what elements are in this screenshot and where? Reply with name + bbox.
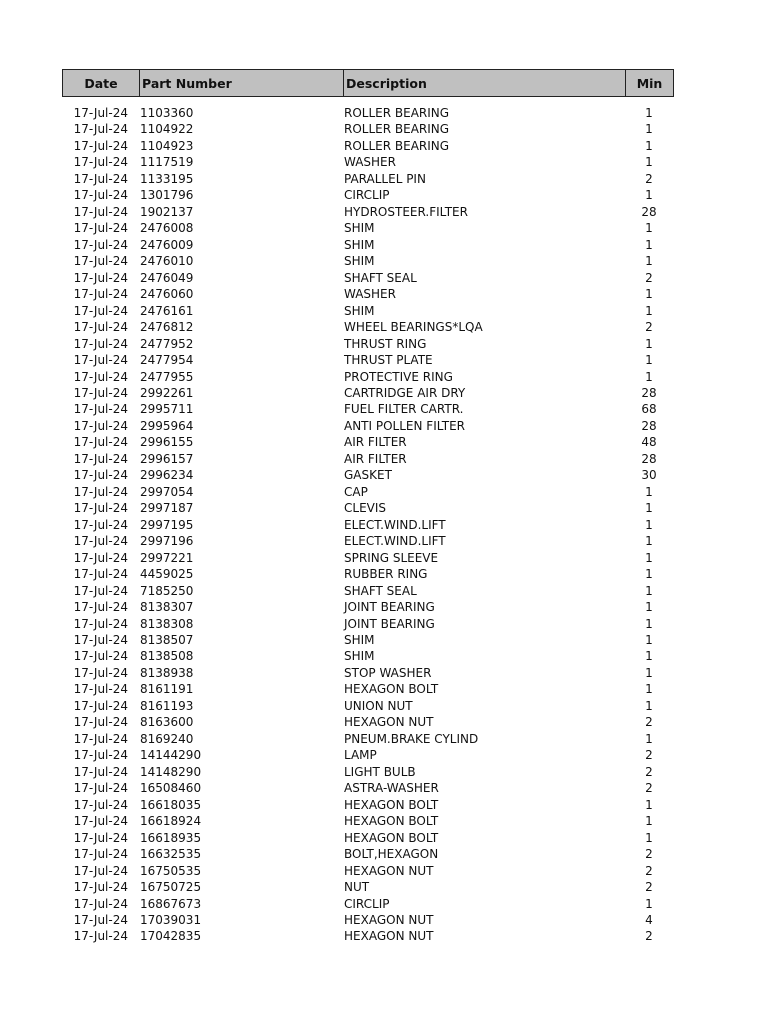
cell-date: 17-Jul-24 xyxy=(73,863,128,878)
cell-min: 1 xyxy=(645,221,653,236)
cell-description: GASKET xyxy=(344,468,392,483)
cell-part-number: 8138508 xyxy=(140,649,194,664)
cell-date: 17-Jul-24 xyxy=(73,781,128,796)
cell-min: 2 xyxy=(645,748,653,763)
cell-date: 17-Jul-24 xyxy=(73,583,128,598)
cell-date: 17-Jul-24 xyxy=(73,484,128,499)
table-row xyxy=(62,632,674,648)
cell-date: 17-Jul-24 xyxy=(73,204,128,219)
cell-min: 1 xyxy=(645,896,653,911)
cell-part-number: 2477954 xyxy=(140,353,194,368)
cell-description: ROLLER BEARING xyxy=(344,106,450,120)
cell-part-number: 2476010 xyxy=(140,254,194,269)
cell-date: 17-Jul-24 xyxy=(73,748,128,763)
cell-date: 17-Jul-24 xyxy=(73,402,128,417)
table-row xyxy=(62,731,674,747)
cell-part-number: 8138507 xyxy=(140,633,194,647)
cell-date: 17-Jul-24 xyxy=(73,665,128,680)
cell-date: 17-Jul-24 xyxy=(73,534,128,549)
cell-min: 1 xyxy=(645,188,653,203)
cell-date: 17-Jul-24 xyxy=(73,600,128,615)
cell-date: 17-Jul-24 xyxy=(73,353,128,368)
cell-description: AIR FILTER xyxy=(344,435,407,450)
cell-min: 1 xyxy=(645,698,653,713)
cell-date: 17-Jul-24 xyxy=(73,303,128,318)
cell-date: 17-Jul-24 xyxy=(73,254,128,269)
table-body xyxy=(62,105,674,945)
cell-min: 1 xyxy=(645,682,653,697)
cell-date: 17-Jul-24 xyxy=(73,171,128,186)
cell-min: 28 xyxy=(641,418,657,433)
cell-part-number: 1301796 xyxy=(140,188,194,203)
table-row xyxy=(62,237,674,253)
cell-date: 17-Jul-24 xyxy=(73,155,128,170)
cell-min: 68 xyxy=(641,402,657,417)
cell-date: 17-Jul-24 xyxy=(73,896,128,911)
cell-description: UNION NUT xyxy=(344,698,413,713)
cell-date: 17-Jul-24 xyxy=(73,188,128,203)
table-row xyxy=(62,681,674,697)
cell-min: 1 xyxy=(645,138,653,153)
cell-date: 17-Jul-24 xyxy=(73,715,128,730)
cell-description: SHAFT SEAL xyxy=(344,270,417,285)
cell-part-number: 1104923 xyxy=(140,138,194,153)
table-row xyxy=(62,336,674,352)
cell-date: 17-Jul-24 xyxy=(73,929,128,944)
cell-description: ELECT.WIND.LIFT xyxy=(344,534,446,549)
table-row xyxy=(62,434,674,450)
cell-description: JOINT BEARING xyxy=(344,616,435,631)
cell-part-number: 2996155 xyxy=(140,435,194,450)
cell-part-number: 1103360 xyxy=(140,106,194,120)
cell-description: STOP WASHER xyxy=(344,665,432,680)
cell-date: 17-Jul-24 xyxy=(73,237,128,252)
cell-description: FUEL FILTER CARTR. xyxy=(344,402,464,417)
cell-date: 17-Jul-24 xyxy=(73,451,128,466)
cell-min: 1 xyxy=(645,649,653,664)
cell-min: 1 xyxy=(645,106,653,120)
cell-description: SHIM xyxy=(344,303,375,318)
table-row xyxy=(62,879,674,895)
cell-min: 48 xyxy=(641,435,657,450)
cell-min: 2 xyxy=(645,171,653,186)
cell-min: 1 xyxy=(645,665,653,680)
table-row xyxy=(62,121,674,137)
parts-table xyxy=(62,69,674,945)
cell-min: 1 xyxy=(645,353,653,368)
table-row xyxy=(62,467,674,483)
cell-description: SHIM xyxy=(344,633,375,647)
cell-min: 1 xyxy=(645,830,653,845)
table-row xyxy=(62,105,674,121)
cell-description: JOINT BEARING xyxy=(344,600,435,615)
cell-part-number: 2476060 xyxy=(140,287,194,302)
cell-description: HYDROSTEER.FILTER xyxy=(344,204,468,219)
cell-part-number: 16618035 xyxy=(140,797,202,812)
cell-part-number: 2992261 xyxy=(140,385,194,400)
cell-part-number: 1133195 xyxy=(140,171,194,186)
cell-date: 17-Jul-24 xyxy=(73,468,128,483)
cell-description: HEXAGON BOLT xyxy=(344,830,439,845)
column-header-part-number: Part Number xyxy=(139,70,343,96)
cell-part-number: 16618924 xyxy=(140,814,202,829)
cell-part-number: 2997187 xyxy=(140,501,194,516)
cell-part-number: 2477955 xyxy=(140,369,194,384)
cell-part-number: 17042835 xyxy=(140,929,202,944)
cell-date: 17-Jul-24 xyxy=(73,122,128,137)
cell-min: 1 xyxy=(645,600,653,615)
cell-description: WHEEL BEARINGS*LQA xyxy=(344,320,483,335)
table-row xyxy=(62,616,674,632)
cell-date: 17-Jul-24 xyxy=(73,435,128,450)
table-row xyxy=(62,797,674,813)
cell-part-number: 2997054 xyxy=(140,484,194,499)
cell-date: 17-Jul-24 xyxy=(73,106,128,120)
cell-date: 17-Jul-24 xyxy=(73,764,128,779)
cell-date: 17-Jul-24 xyxy=(73,138,128,153)
cell-min: 1 xyxy=(645,369,653,384)
cell-date: 17-Jul-24 xyxy=(73,418,128,433)
table-row xyxy=(62,813,674,829)
table-row xyxy=(62,319,674,335)
table-row xyxy=(62,418,674,434)
table-row xyxy=(62,747,674,763)
cell-min: 2 xyxy=(645,929,653,944)
cell-description: SPRING SLEEVE xyxy=(344,550,439,565)
table-row xyxy=(62,500,674,516)
cell-min: 2 xyxy=(645,863,653,878)
cell-date: 17-Jul-24 xyxy=(73,912,128,927)
cell-description: THRUST RING xyxy=(344,336,427,351)
cell-part-number: 8169240 xyxy=(140,731,194,746)
cell-description: ELECT.WIND.LIFT xyxy=(344,517,446,532)
cell-date: 17-Jul-24 xyxy=(73,369,128,384)
table-row xyxy=(62,220,674,236)
cell-min: 4 xyxy=(645,912,653,927)
cell-min: 1 xyxy=(645,731,653,746)
cell-min: 30 xyxy=(641,468,657,483)
table-row xyxy=(62,270,674,286)
cell-description: HEXAGON BOLT xyxy=(344,797,439,812)
cell-description: WASHER xyxy=(344,287,396,302)
cell-part-number: 8138938 xyxy=(140,665,194,680)
cell-description: LAMP xyxy=(344,748,377,763)
cell-min: 1 xyxy=(645,237,653,252)
cell-min: 2 xyxy=(645,781,653,796)
table-row xyxy=(62,138,674,154)
table-row xyxy=(62,912,674,928)
cell-part-number: 8138308 xyxy=(140,616,194,631)
cell-part-number: 2996157 xyxy=(140,451,194,466)
table-row xyxy=(62,550,674,566)
cell-description: HEXAGON BOLT xyxy=(344,682,439,697)
cell-min: 1 xyxy=(645,287,653,302)
cell-part-number: 2476812 xyxy=(140,320,194,335)
cell-date: 17-Jul-24 xyxy=(73,649,128,664)
cell-part-number: 16750725 xyxy=(140,880,202,895)
table-row xyxy=(62,154,674,170)
table-row xyxy=(62,599,674,615)
cell-date: 17-Jul-24 xyxy=(73,517,128,532)
cell-part-number: 1104922 xyxy=(140,122,194,137)
cell-part-number: 2997196 xyxy=(140,534,194,549)
cell-description: SHIM xyxy=(344,221,375,236)
table-row xyxy=(62,517,674,533)
cell-description: HEXAGON BOLT xyxy=(344,814,439,829)
cell-description: LIGHT BULB xyxy=(344,764,416,779)
table-row xyxy=(62,303,674,319)
table-row xyxy=(62,369,674,385)
cell-description: HEXAGON NUT xyxy=(344,715,434,730)
cell-part-number: 8161193 xyxy=(140,698,194,713)
cell-date: 17-Jul-24 xyxy=(73,731,128,746)
table-row xyxy=(62,566,674,582)
cell-description: ROLLER BEARING xyxy=(344,122,450,137)
table-row xyxy=(62,648,674,664)
cell-min: 2 xyxy=(645,270,653,285)
cell-part-number: 16618935 xyxy=(140,830,202,845)
cell-part-number: 16632535 xyxy=(140,847,202,862)
cell-description: RUBBER RING xyxy=(344,567,428,582)
cell-min: 28 xyxy=(641,385,657,400)
cell-min: 28 xyxy=(641,204,657,219)
cell-part-number: 2477952 xyxy=(140,336,194,351)
cell-description: HEXAGON NUT xyxy=(344,929,434,944)
table-row xyxy=(62,451,674,467)
cell-part-number: 8163600 xyxy=(140,715,194,730)
cell-min: 1 xyxy=(645,501,653,516)
cell-part-number: 8161191 xyxy=(140,682,194,697)
cell-date: 17-Jul-24 xyxy=(73,270,128,285)
cell-date: 17-Jul-24 xyxy=(73,698,128,713)
table-row xyxy=(62,830,674,846)
table-row xyxy=(62,665,674,681)
table-row xyxy=(62,171,674,187)
table-row xyxy=(62,698,674,714)
cell-min: 2 xyxy=(645,764,653,779)
cell-part-number: 16867673 xyxy=(140,896,202,911)
cell-description: PROTECTIVE RING xyxy=(344,369,453,384)
cell-description: ANTI POLLEN FILTER xyxy=(344,418,466,433)
cell-min: 2 xyxy=(645,320,653,335)
cell-min: 1 xyxy=(645,567,653,582)
table-row xyxy=(62,846,674,862)
column-header-description: Description xyxy=(343,70,625,96)
column-header-date: Date xyxy=(84,76,118,91)
table-row xyxy=(62,928,674,944)
cell-min: 1 xyxy=(645,534,653,549)
cell-part-number: 2476009 xyxy=(140,237,194,252)
cell-min: 1 xyxy=(645,616,653,631)
cell-part-number: 2476008 xyxy=(140,221,194,236)
cell-date: 17-Jul-24 xyxy=(73,221,128,236)
table-row xyxy=(62,533,674,549)
cell-date: 17-Jul-24 xyxy=(73,501,128,516)
table-row xyxy=(62,385,674,401)
cell-date: 17-Jul-24 xyxy=(73,385,128,400)
cell-min: 2 xyxy=(645,715,653,730)
cell-description: CAP xyxy=(344,484,368,499)
column-header-min: Min xyxy=(625,70,673,96)
cell-part-number: 2995711 xyxy=(140,402,194,417)
cell-part-number: 14144290 xyxy=(140,748,202,763)
cell-description: THRUST PLATE xyxy=(344,353,433,368)
cell-description: CIRCLIP xyxy=(344,188,390,203)
cell-description: SHIM xyxy=(344,649,375,664)
cell-date: 17-Jul-24 xyxy=(73,830,128,845)
cell-part-number: 2995964 xyxy=(140,418,194,433)
table-row xyxy=(62,253,674,269)
cell-date: 17-Jul-24 xyxy=(73,287,128,302)
cell-min: 1 xyxy=(645,303,653,318)
cell-min: 1 xyxy=(645,336,653,351)
cell-min: 28 xyxy=(641,451,657,466)
table-row xyxy=(62,780,674,796)
table-row xyxy=(62,583,674,599)
table-row xyxy=(62,286,674,302)
cell-date: 17-Jul-24 xyxy=(73,633,128,647)
cell-date: 17-Jul-24 xyxy=(73,616,128,631)
cell-description: BOLT,HEXAGON xyxy=(344,847,439,862)
table-row xyxy=(62,896,674,912)
cell-min: 1 xyxy=(645,583,653,598)
cell-description: SHIM xyxy=(344,237,375,252)
table-row xyxy=(62,187,674,203)
cell-part-number: 1902137 xyxy=(140,204,194,219)
table-row xyxy=(62,484,674,500)
cell-date: 17-Jul-24 xyxy=(73,336,128,351)
cell-min: 1 xyxy=(645,633,653,647)
table-row xyxy=(62,764,674,780)
cell-min: 1 xyxy=(645,155,653,170)
cell-date: 17-Jul-24 xyxy=(73,567,128,582)
cell-date: 17-Jul-24 xyxy=(73,847,128,862)
cell-part-number: 16750535 xyxy=(140,863,202,878)
cell-part-number: 16508460 xyxy=(140,781,202,796)
cell-part-number: 1117519 xyxy=(140,155,194,170)
cell-description: ASTRA-WASHER xyxy=(344,781,439,796)
cell-min: 1 xyxy=(645,550,653,565)
cell-description: HEXAGON NUT xyxy=(344,863,434,878)
cell-description: WASHER xyxy=(344,155,396,170)
cell-description: HEXAGON NUT xyxy=(344,912,434,927)
cell-part-number: 2996234 xyxy=(140,468,194,483)
cell-part-number: 8138307 xyxy=(140,600,194,615)
cell-description: PARALLEL PIN xyxy=(344,171,426,186)
table-row xyxy=(62,401,674,417)
cell-description: CARTRIDGE AIR DRY xyxy=(344,385,466,400)
table-row xyxy=(62,863,674,879)
cell-date: 17-Jul-24 xyxy=(73,797,128,812)
cell-part-number: 2476049 xyxy=(140,270,194,285)
cell-description: AIR FILTER xyxy=(344,451,407,466)
cell-date: 17-Jul-24 xyxy=(73,550,128,565)
cell-date: 17-Jul-24 xyxy=(73,682,128,697)
cell-part-number: 4459025 xyxy=(140,567,194,582)
cell-description: SHAFT SEAL xyxy=(344,583,417,598)
cell-description: CIRCLIP xyxy=(344,896,390,911)
cell-min: 1 xyxy=(645,122,653,137)
cell-description: PNEUM.BRAKE CYLIND xyxy=(344,731,479,746)
cell-description: CLEVIS xyxy=(344,501,387,516)
cell-min: 1 xyxy=(645,517,653,532)
table-row xyxy=(62,714,674,730)
cell-min: 2 xyxy=(645,847,653,862)
cell-description: NUT xyxy=(344,880,370,895)
cell-description: ROLLER BEARING xyxy=(344,138,450,153)
cell-date: 17-Jul-24 xyxy=(73,320,128,335)
cell-min: 1 xyxy=(645,484,653,499)
table-row xyxy=(62,204,674,220)
cell-min: 1 xyxy=(645,814,653,829)
cell-date: 17-Jul-24 xyxy=(73,814,128,829)
table-header xyxy=(62,69,674,97)
cell-date: 17-Jul-24 xyxy=(73,880,128,895)
cell-part-number: 7185250 xyxy=(140,583,194,598)
cell-min: 1 xyxy=(645,254,653,269)
cell-min: 1 xyxy=(645,797,653,812)
cell-part-number: 2997221 xyxy=(140,550,194,565)
cell-description: SHIM xyxy=(344,254,375,269)
cell-part-number: 2476161 xyxy=(140,303,194,318)
cell-part-number: 17039031 xyxy=(140,912,202,927)
table-row xyxy=(62,352,674,368)
cell-part-number: 2997195 xyxy=(140,517,194,532)
cell-part-number: 14148290 xyxy=(140,764,202,779)
cell-min: 2 xyxy=(645,880,653,895)
